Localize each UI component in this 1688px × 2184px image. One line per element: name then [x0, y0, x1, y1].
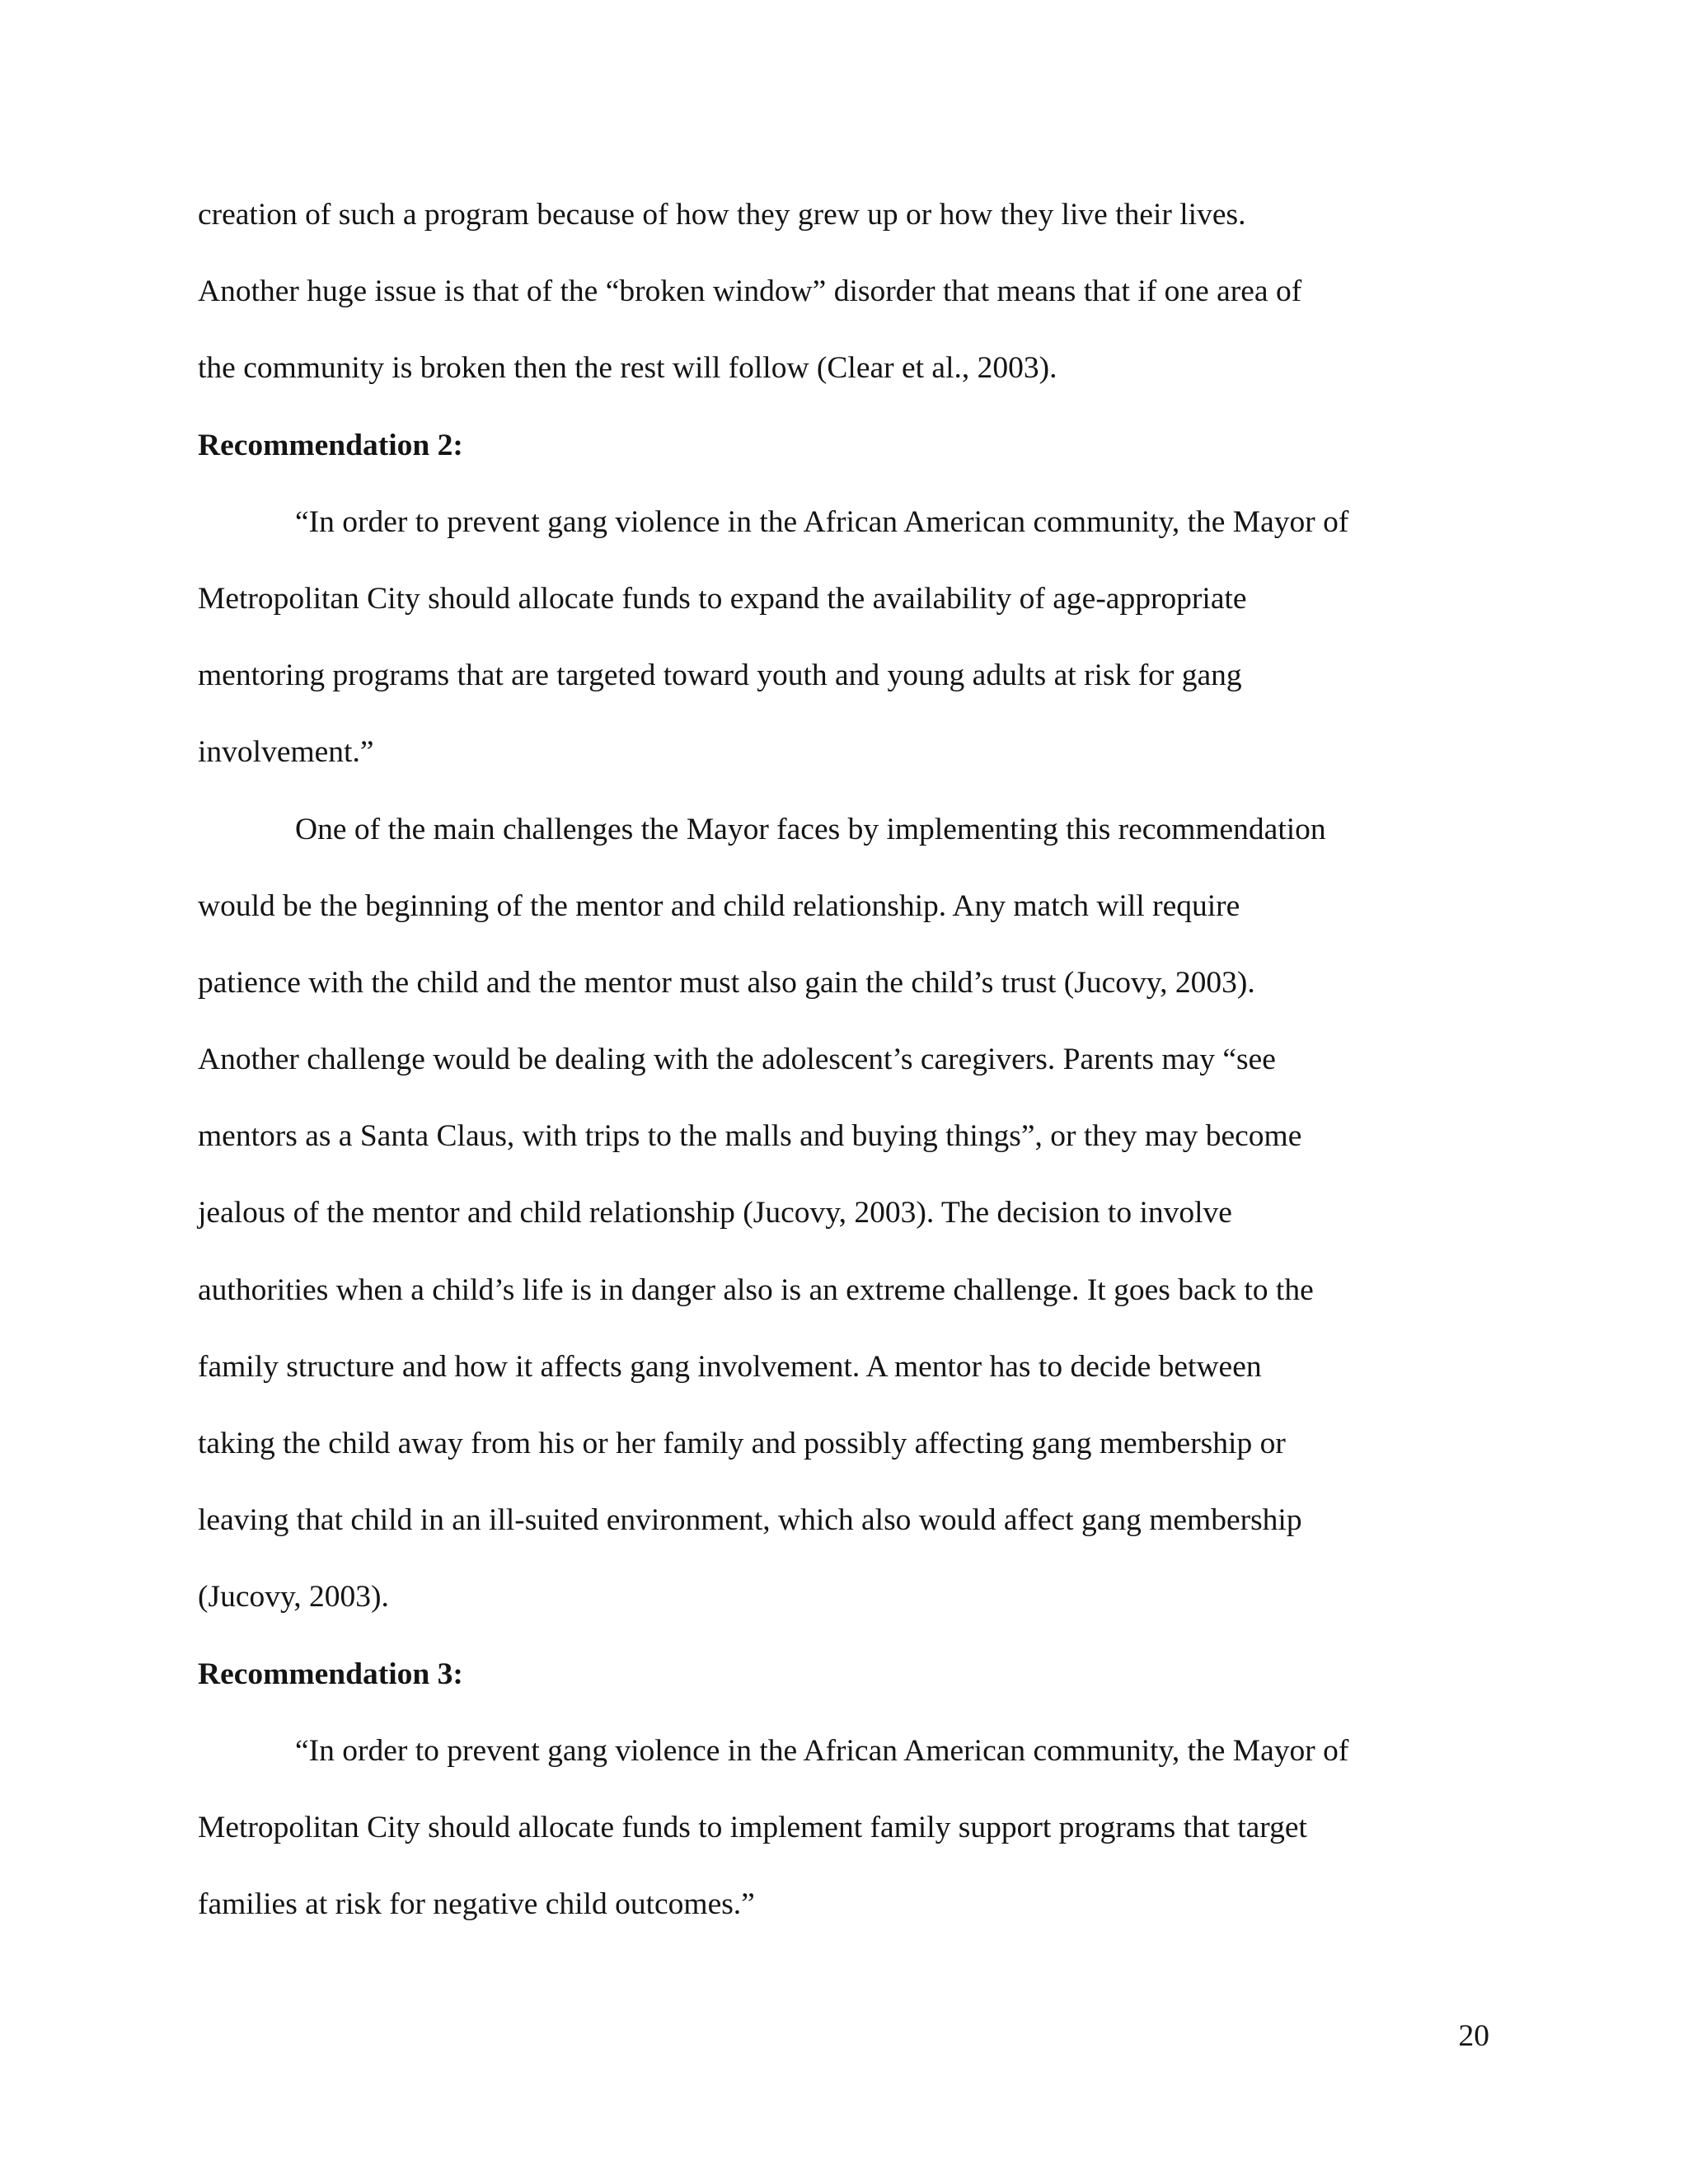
text-line: (Jucovy, 2003).: [198, 1580, 389, 1615]
section-heading: Recommendation 2:: [198, 428, 463, 462]
section-heading: Recommendation 3:: [198, 1657, 463, 1691]
text-line: “In order to prevent gang violence in the African American community, the Mayor of: [295, 1733, 1349, 1768]
page-number: 20: [1458, 2019, 1489, 2053]
text-line: patience with the child and the mentor must also gain the child’s trust (Jucovy, 2003).: [198, 965, 1255, 1000]
text-line: family structure and how it affects gang involvement. A mentor has to decide between: [198, 1349, 1262, 1384]
text-line: Another huge issue is that of the “broken window” disorder that means that if one area of: [198, 274, 1302, 309]
text-line: jealous of the mentor and child relationship (Jucovy, 2003). The decision to involve: [198, 1196, 1232, 1230]
text-line: would be the beginning of the mentor and child relationship. Any match will require: [198, 888, 1240, 923]
text-line: creation of such a program because of how they grew up or how they live their lives.: [198, 198, 1246, 232]
text-line: Another challenge would be dealing with the adolescent’s caregivers. Parents may “see: [198, 1043, 1276, 1077]
text-line: One of the main challenges the Mayor faces by implementing this recommendation: [295, 812, 1326, 846]
body-text: [198, 191, 1488, 1957]
text-line: Metropolitan City should allocate funds to expand the availability of age-appropriate: [198, 581, 1247, 616]
text-line: leaving that child in an ill-suited environment, which also would affect gang membership: [198, 1503, 1302, 1538]
text-line: families at risk for negative child outcomes.”: [198, 1887, 755, 1922]
text-line: “In order to prevent gang violence in the African American community, the Mayor of: [295, 504, 1349, 539]
text-line: taking the child away from his or her family and possibly affecting gang membership or: [198, 1427, 1286, 1460]
text-line: Metropolitan City should allocate funds to implement family support programs that target: [198, 1810, 1307, 1844]
text-line: mentoring programs that are targeted toward youth and young adults at risk for gang: [198, 658, 1242, 693]
text-line: the community is broken then the rest will follow (Clear et al., 2003).: [198, 351, 1057, 386]
text-line: involvement.”: [198, 735, 374, 770]
text-line: authorities when a child’s life is in danger also is an extreme challenge. It goes back to the: [198, 1272, 1314, 1307]
text-line: mentors as a Santa Claus, with trips to the malls and buying things”, or they may become: [198, 1119, 1302, 1154]
